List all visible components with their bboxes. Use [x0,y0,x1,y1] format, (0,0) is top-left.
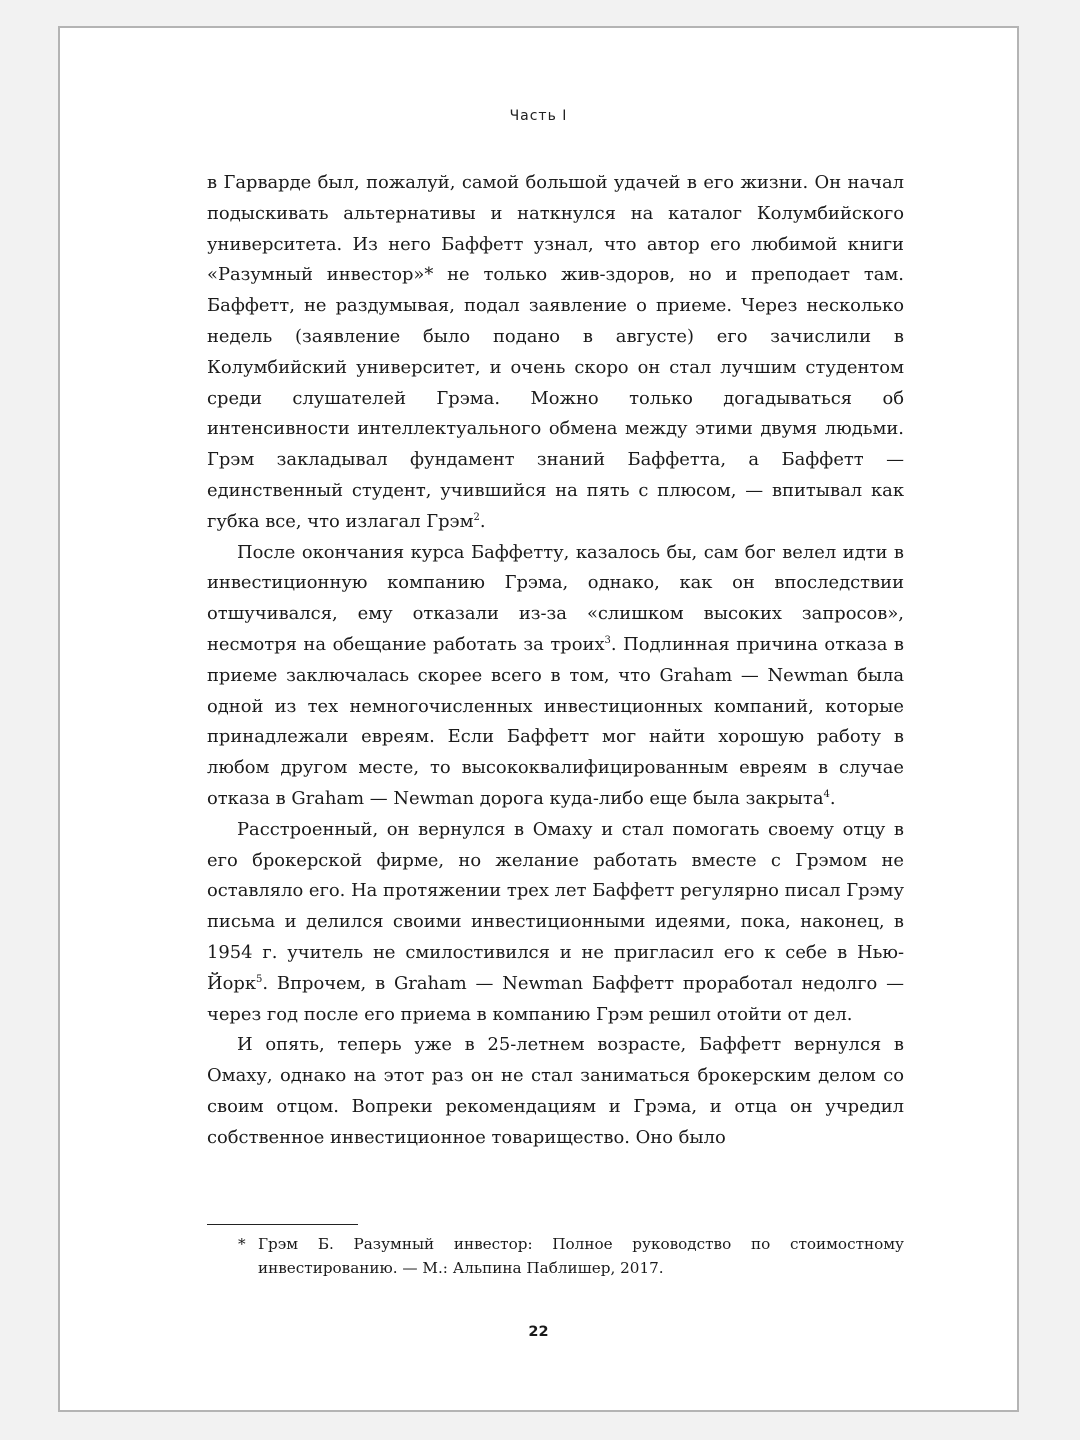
footnote-ref-2[interactable]: 2 [473,511,480,523]
footnote-ref-4[interactable]: 4 [823,788,830,800]
footnote [238,1232,904,1280]
footnote-ref-5[interactable]: 5 [256,973,263,985]
footnote-text: Грэм Б. Разумный инвестор: Полное руководство по стоимостному инвестированию. — М.: Альпина Паблишер, 2017. [258,1235,904,1277]
body-text [207,168,904,1154]
page-number: 22 [528,1324,549,1340]
footnote-marker: * [238,1235,246,1253]
footnote-ref-3[interactable]: 3 [604,634,611,646]
paragraph-1: в Гарварде был, пожалуй, самой большой удачей в его жизни. Он начал подыскивать альтернативы и наткнулся на каталог Колумбийского университета. Из него Баффетт узнал, что автор его любимой книги «Разумный инвестор»* не только жив-здоров, но и преподает там. Баффетт, не раздумывая, подал заявление о приеме. Через несколько недель (заявление было подано в августе) его зачислили в Колумбийский университет, и очень скоро он стал лучшим студентом среди слушателей Грэма. Можно только догадываться об интенсивности интеллектуального обмена между этими двумя людьми. Грэм закладывал фундамент знаний Баффетта, а Баффетт — единственный студент, учившийся на пять с плюсом, — впитывал как губка все, что излагал Грэм$^2$. [207,172,904,532]
paragraph-2: После окончания курса Баффетту, казалось бы, сам бог велел идти в инвестиционную компанию Грэма, однако, как он впоследствии отшучивался, ему отказали из-за «слишком высоких запросов», несмотря на обещание работать за троих$^3$. Подлинная причина отказа в приеме заключалась скорее всего в том, что Graham — Newman была одной из тех немногочисленных инвестиционных компаний, которые принадлежали евреям. Если Баффетт мог найти хорошую работу в любом другом месте, то высококвалифицированным евреям в случае отказа в Graham — Newman дорога куда-либо еще была закрыта$^4$. [207,541,904,809]
book-page [58,26,1019,1412]
paragraph-4: И опять, теперь уже в 25-летнем возрасте, Баффетт вернулся в Омаху, однако на этот раз он не стал заниматься брокерским делом со своим отцом. Вопреки рекомендациям и Грэма, и отца он учредил собственное инвестиционное товарищество. Оно было [207,1034,904,1148]
footnote-divider [207,1224,358,1225]
paragraph-3: Расстроенный, он вернулся в Омаху и стал помогать своему отцу в его брокерской фирме, но желание работать вместе с Грэмом не оставляло его. На протяжении трех лет Баффетт регулярно писал Грэму письма и делился своими инвестиционными идеями, пока, наконец, в 1954 г. учитель не смилостивился и не пригласил его к себе в Нью-Йорк$^5$. Впрочем, в Graham — Newman Баффетт проработал недолго — через год после его приема в компанию Грэм решил отойти от дел. [207,818,904,1025]
running-head: Часть I [509,108,568,124]
